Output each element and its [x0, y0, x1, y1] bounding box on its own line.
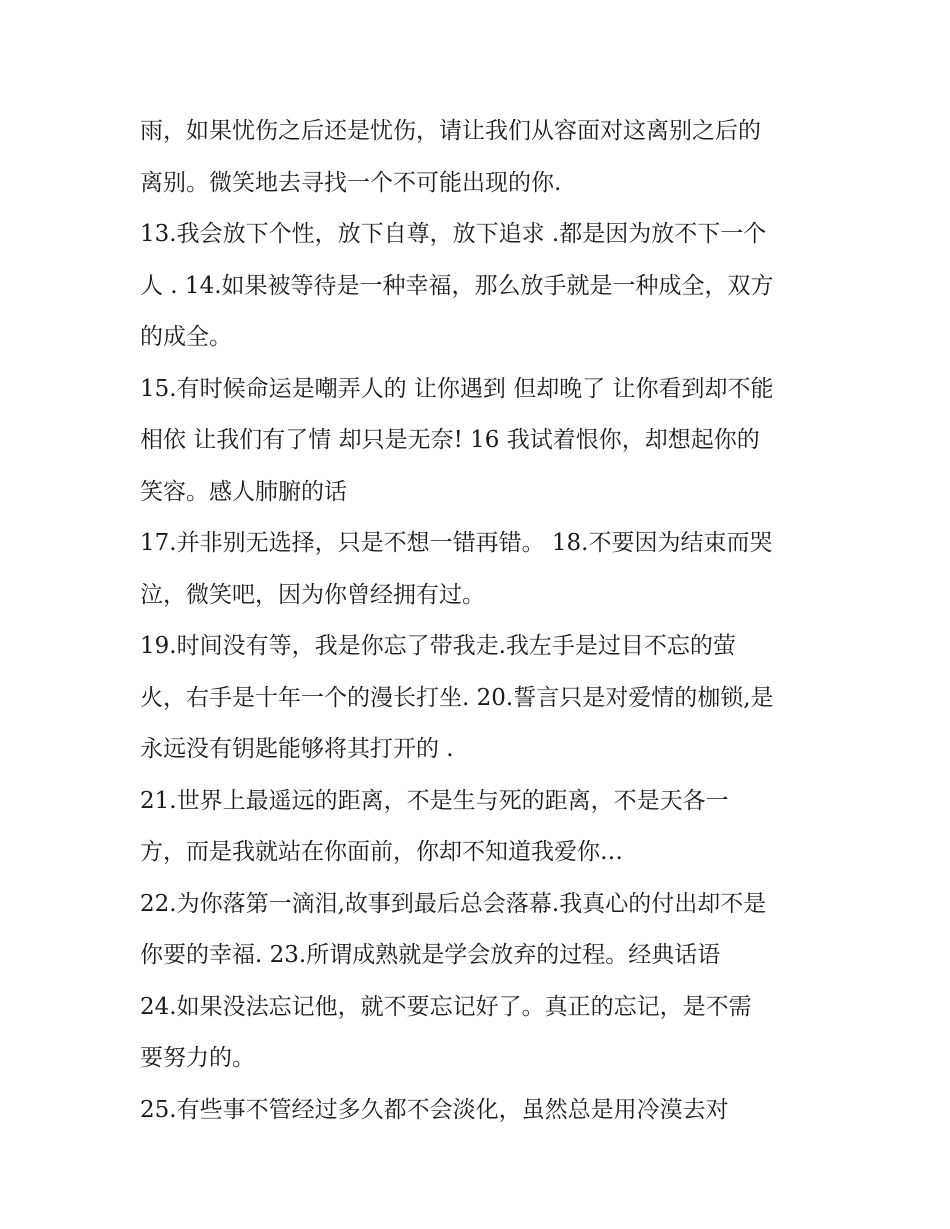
text-line: 21.世界上最遥远的距离，不是生与死的距离，不是天各一	[140, 787, 729, 814]
text-line: 25.有些事不管经过多久都不会淡化，虽然总是用冷漠去对	[140, 1096, 729, 1123]
text-line: 永远没有钥匙能够将其打开的 .	[140, 736, 454, 762]
text-line: 火，右手是十年一个的漫长打坐. 20.誓言只是对爱情的枷锁,是	[140, 684, 774, 711]
text-line: 人 . 14.如果被等待是一种幸福，那么放手就是一种成全，双方	[140, 272, 774, 299]
text-line: 离别。微笑地去寻找一个不可能出现的你.	[140, 169, 562, 196]
text-line: 泣，微笑吧，因为你曾经拥有过。	[140, 581, 485, 608]
text-line: 15.有时候命运是嘲弄人的 让你遇到 但却晚了 让你看到却不能	[140, 375, 774, 402]
text-line: 13.我会放下个性，放下自尊，放下追求 .都是因为放不下一个	[140, 221, 767, 247]
text-line: 方，而是我就站在你面前，你却不知道我爱你…	[140, 839, 623, 865]
body-text	[140, 106, 830, 1136]
text-line: 22.为你落第一滴泪,故事到最后总会落幕.我真心的付出却不是	[140, 890, 767, 917]
text-line: 要努力的。	[140, 1045, 255, 1071]
text-line: 笑容。感人肺腑的话	[140, 478, 347, 505]
text-line: 的成全。	[140, 324, 232, 350]
text-line: 你要的幸福. 23.所谓成熟就是学会放弃的过程。经典话语	[140, 942, 721, 968]
text-line: 19.时间没有等，我是你忘了带我走.我左手是过目不忘的萤	[140, 633, 736, 659]
text-line: 雨，如果忧伤之后还是忧伤，请让我们从容面对这离别之后的	[140, 118, 761, 144]
text-line: 相依 让我们有了情 却只是无奈! 16 我试着恨你，却想起你的	[140, 427, 760, 453]
text-line: 17.并非别无选择，只是不想一错再错。 18.不要因为结束而哭	[140, 530, 773, 556]
text-line: 24.如果没法忘记他，就不要忘记好了。真正的忘记，是不需	[140, 993, 752, 1020]
